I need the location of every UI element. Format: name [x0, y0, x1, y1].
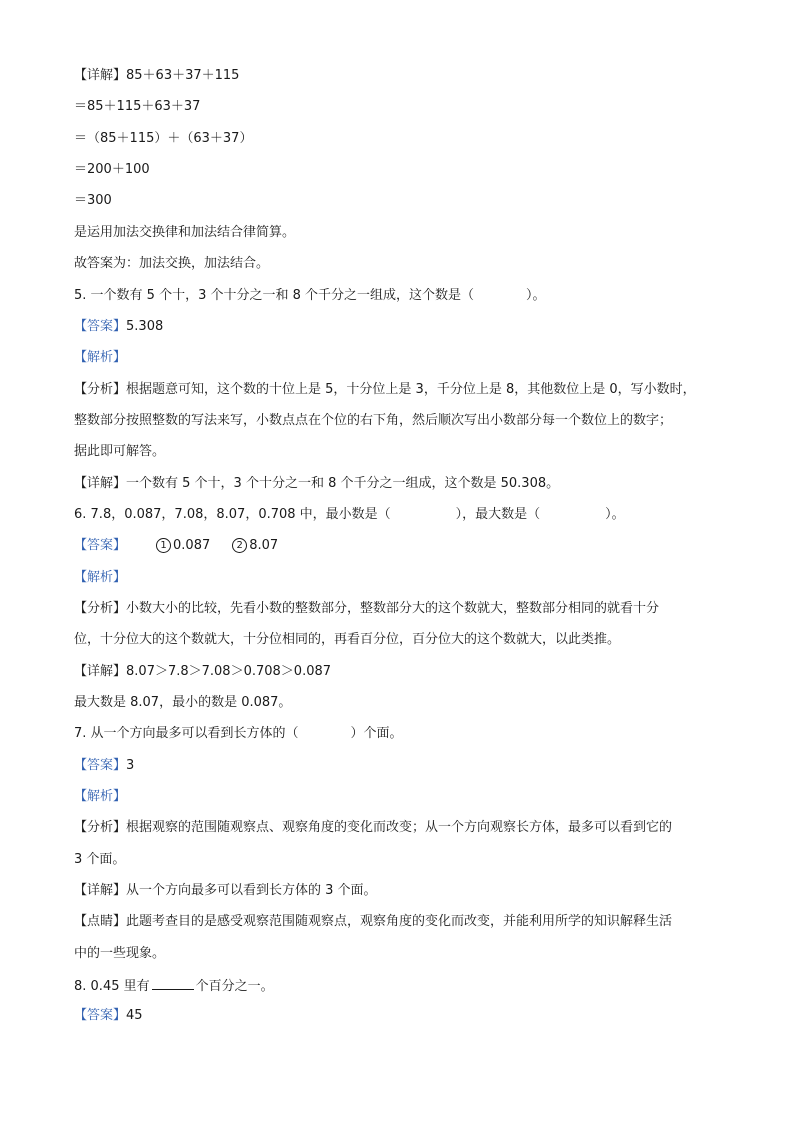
- section-label: 【分析】: [74, 820, 127, 835]
- detail-line: 【详解】85＋63＋37＋115: [74, 68, 240, 83]
- question-5: 5. 一个数有 5 个十，3 个十分之一和 8 个千分之一组成，这个数是（ ）。: [74, 288, 546, 303]
- answer-line: 【答案】45: [74, 1008, 143, 1023]
- explanation-line: 是运用加法交换律和加法结合律简算。: [74, 225, 296, 240]
- section-label: 【点睛】: [74, 914, 127, 929]
- analysis-heading: 【解析】: [74, 570, 127, 585]
- answer-value: 0.087: [173, 538, 211, 553]
- section-label: 【详解】: [74, 664, 127, 679]
- calc-line: ＝200＋100: [74, 162, 150, 177]
- question-7: 7. 从一个方向最多可以看到长方体的（ ）个面。: [74, 726, 403, 741]
- section-label: 【分析】: [74, 601, 127, 616]
- analysis-line: 3 个面。: [74, 852, 126, 867]
- answer-label: 【答案】: [74, 758, 127, 773]
- analysis-line: 【分析】根据观察的范围随观察点、观察角度的变化而改变；从一个方向观察长方体，最多可以看到它的: [74, 820, 673, 835]
- answer-summary-line: 故答案为：加法交换，加法结合。: [74, 256, 270, 271]
- section-label: 【详解】: [74, 883, 127, 898]
- answer-label: 【答案】: [74, 538, 127, 553]
- section-label: 【分析】: [74, 382, 127, 397]
- analysis-line: 整数部分按照整数的写法来写，小数点点在个位的右下角，然后顺次写出小数部分每一个数位上的数字；: [74, 413, 673, 428]
- question-6: 6. 7.8，0.087，7.08，8.07，0.708 中，最小数是（ ），最大数是（ ）。: [74, 507, 625, 522]
- detail-line: 【详解】8.07＞7.8＞7.08＞0.708＞0.087: [74, 664, 332, 679]
- question-8: 8. 0.45 里有 个百分之一。: [74, 979, 274, 994]
- calc-line: ＝300: [74, 193, 112, 208]
- answer-line: 【答案】3: [74, 758, 135, 773]
- section-label: 【详解】: [74, 476, 127, 491]
- answer-blank: [152, 977, 194, 990]
- analysis-line: 【分析】小数大小的比较，先看小数的整数部分，整数部分大的这个数就大，整数部分相同的就看十分: [74, 601, 660, 616]
- analysis-heading: 【解析】: [74, 789, 127, 804]
- comment-line: 【点睛】此题考查目的是感受观察范围随观察点，观察角度的变化而改变，并能利用所学的知识解释生活: [74, 914, 673, 929]
- comment-line: 中的一些现象。: [74, 946, 166, 961]
- analysis-line: 位，十分位大的这个数就大，十分位相同的，再看百分位，百分位大的这个数就大，以此类推。: [74, 632, 621, 647]
- section-label: 【详解】: [74, 68, 127, 83]
- calc-line: ＝85＋115＋63＋37: [74, 99, 201, 114]
- answer-line: [74, 538, 278, 554]
- circled-number-1: 1: [156, 538, 171, 553]
- calc-line: ＝（85＋115）＋（63＋37）: [74, 131, 253, 146]
- analysis-line: 据此即可解答。: [74, 444, 166, 459]
- answer-line: 【答案】5.308: [74, 319, 164, 334]
- analysis-line: 【分析】根据题意可知，这个数的十位上是 5，十分位上是 3，千分位上是 8，其他数位上是 0，写小数时，: [74, 382, 696, 397]
- answer-label: 【答案】: [74, 319, 127, 334]
- detail-line: 最大数是 8.07，最小的数是 0.087。: [74, 695, 292, 710]
- analysis-heading: 【解析】: [74, 350, 127, 365]
- detail-line: 【详解】从一个方向最多可以看到长方体的 3 个面。: [74, 883, 377, 898]
- detail-line: 【详解】一个数有 5 个十，3 个十分之一和 8 个千分之一组成，这个数是 50.308。: [74, 476, 560, 491]
- answer-value: 8.07: [249, 538, 279, 553]
- circled-number-2: 2: [232, 538, 247, 553]
- answer-label: 【答案】: [74, 1008, 127, 1023]
